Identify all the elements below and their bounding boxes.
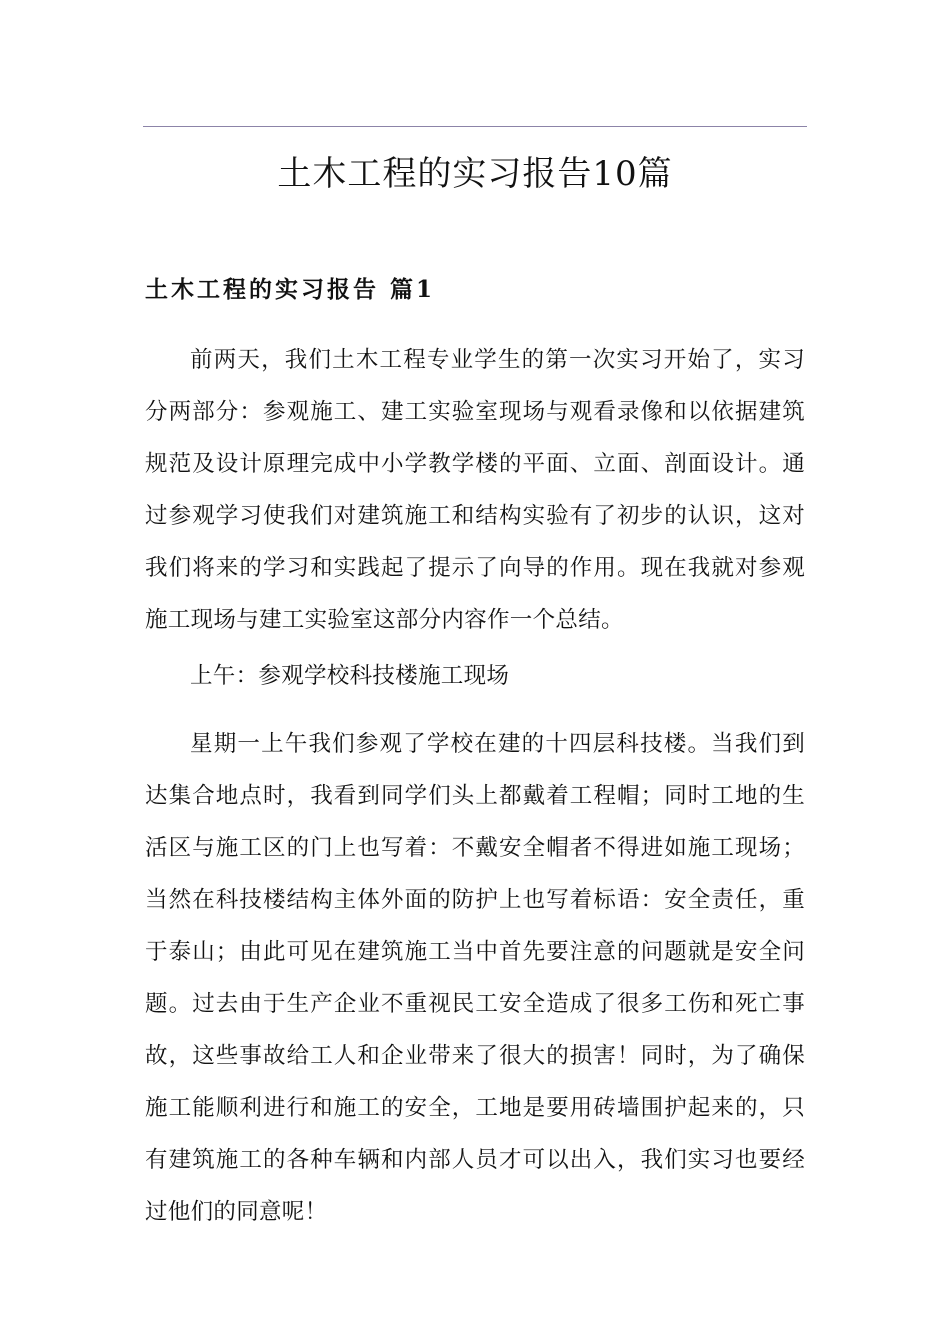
section-heading: 土木工程的实习报告 篇1: [145, 276, 436, 303]
document-title: 土木工程的实习报告10篇: [277, 154, 673, 194]
header-divider: [143, 126, 807, 127]
paragraph-safety: 星期一上午我们参观了学校在建的十四层科技楼。当我们到达集合地点时，我看到同学们头上都戴着工程帽；同时工地的生活区与施工区的门上也写着：不戴安全帽者不得进如施工现场；当然在科技楼结构主体外面的防护上也写着标语：安全责任，重于泰山；由此可见在建筑施工当中首先要注意的问题就是安全问题。过去由于生产企业不重视民工安全造成了很多工伤和死亡事故，这些事故给工人和企业带来了很大的损害！同时，为了确保施工能顺利进行和施工的安全，工地是要用砖墙围护起来的，只有建筑施工的各种车辆和内部人员才可以出入，我们实习也要经过他们的同意呢！: [145, 731, 805, 1225]
paragraph-morning-visit: 上午：参观学校科技楼施工现场: [190, 663, 510, 689]
paragraph-intro: 前两天，我们土木工程专业学生的第一次实习开始了，实习分两部分：参观施工、建工实验室现场与观看录像和以依据建筑规范及设计原理完成中小学教学楼的平面、立面、剖面设计。通过参观学习使我们对建筑施工和结构实验有了初步的认识，这对我们将来的学习和实践起了提示了向导的作用。现在我就对参观施工现场与建工实验室这部分内容作一个总结。: [145, 347, 805, 633]
